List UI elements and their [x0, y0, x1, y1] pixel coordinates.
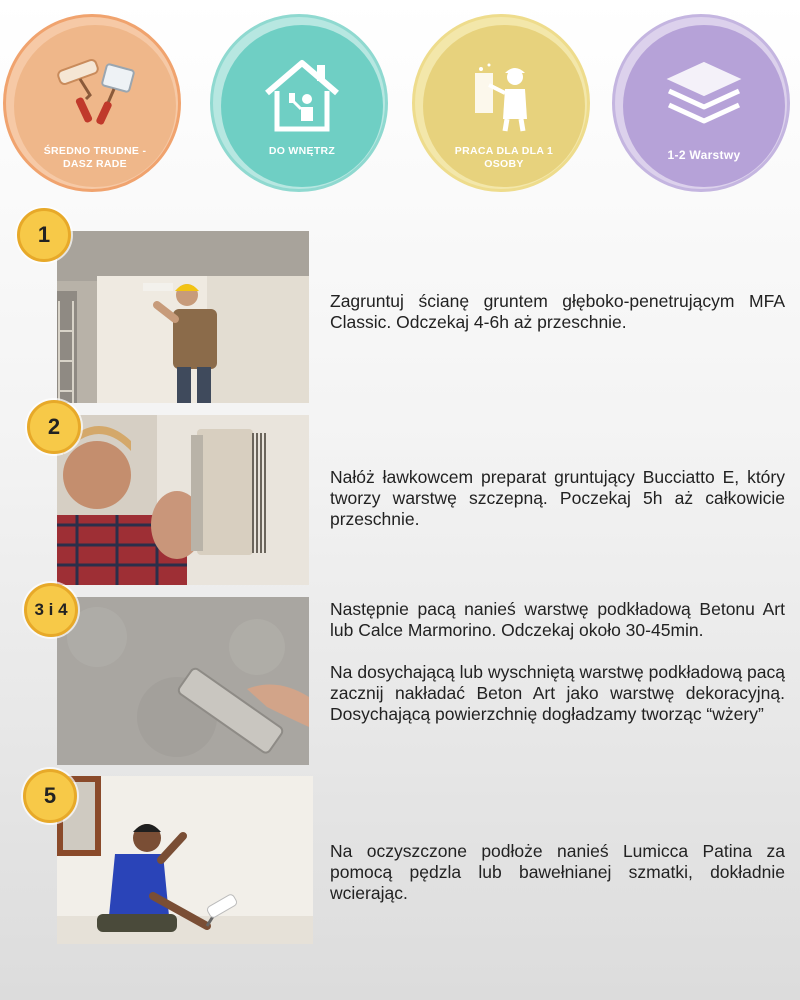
house-painter-icon	[257, 55, 347, 135]
step-number-badge: 1	[17, 208, 71, 262]
step-description	[330, 841, 785, 904]
step-description	[330, 599, 785, 725]
step-description	[330, 291, 785, 333]
step-number-badge: 5	[23, 769, 77, 823]
step-text: Na dosychającą lub wyschniętą warstwę podkładową pacą zacznij nakładać Beton Art jako warstwę dekoracyjną. Dosychającą powierzchnię dogładzamy tworząc “wżery”	[330, 662, 785, 724]
step-number-badge: 2	[27, 400, 81, 454]
layers-icon	[659, 55, 749, 135]
step-text: Na oczyszczone podłoże nanieś Lumicca Patina za pomocą pędzla lub bawełnianej szmatki, dokładnie wcierając.	[330, 841, 785, 903]
badge-label: PRACA DLA DLA 1 OSOBY	[454, 145, 554, 170]
step-text: Nałóż ławkowcem preparat gruntujący Bucciatto E, który tworzy warstwę szczepną. Poczekaj 5h aż całkowicie przeschnie.	[330, 467, 785, 529]
workers-badge	[412, 14, 590, 192]
roller-and-trowel-icon	[50, 55, 140, 135]
worker-priming-wall-photo	[57, 231, 309, 403]
brush-on-wall-photo	[57, 415, 309, 585]
step-description	[330, 467, 785, 530]
badge-label: ŚREDNO TRUDNE - DASZ RADE	[43, 145, 147, 170]
badge-label: DO WNĘTRZ	[268, 145, 336, 157]
man-rolling-wall-photo	[57, 776, 313, 944]
worker-painting-icon	[459, 55, 549, 135]
trowel-on-concrete-photo	[57, 597, 309, 765]
location-badge	[210, 14, 388, 192]
layers-badge	[612, 14, 790, 192]
step-text: Następnie pacą nanieś warstwę podkładową Betonu Art lub Calce Marmorino. Odczekaj około 30-45min.	[330, 599, 785, 640]
badge-label: 1-2 Warstwy	[667, 148, 741, 162]
step-text: Zagruntuj ścianę gruntem głęboko-penetrującym MFA Classic. Odczekaj 4-6h aż przeschnie.	[330, 291, 785, 332]
difficulty-badge	[3, 14, 181, 192]
step-number-badge: 3 i 4	[24, 583, 78, 637]
